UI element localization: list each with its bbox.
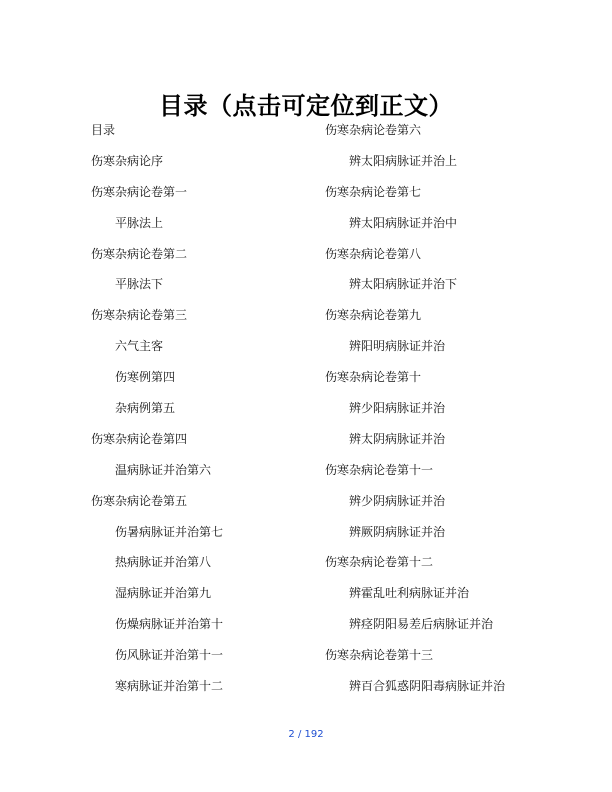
toc-link[interactable]: 目录 <box>91 123 116 137</box>
toc-link[interactable]: 辨阳明病脉证并治 <box>349 339 446 354</box>
toc-link[interactable]: 伤寒杂病论卷第九 <box>325 308 422 323</box>
toc-link[interactable]: 辨厥阴病脉证并治 <box>349 524 446 539</box>
toc-link[interactable]: 辨少阴病脉证并治 <box>349 493 446 508</box>
toc-link[interactable]: 伤寒杂病论卷第五 <box>91 493 188 508</box>
toc-link[interactable]: 伤寒杂病论卷第十三 <box>325 648 434 663</box>
page-indicator: 2 / 192 <box>288 729 324 740</box>
toc-link[interactable]: 杂病例第五 <box>115 401 176 416</box>
toc-link[interactable]: 寒病脉证并治第十二 <box>115 679 224 694</box>
toc-right-column <box>325 115 555 702</box>
toc-link[interactable]: 伤寒杂病论卷第七 <box>325 184 422 199</box>
toc-link[interactable]: 平脉法下 <box>115 277 164 292</box>
page-title: 目录（点击可定位到正文） <box>159 92 453 121</box>
toc-link[interactable]: 伤寒杂病论卷第八 <box>325 246 422 261</box>
toc-link[interactable]: 伤寒杂病论卷第四 <box>91 431 188 446</box>
toc-link[interactable]: 热病脉证并治第八 <box>115 555 212 570</box>
toc-link[interactable]: 辨太阳病脉证并治上 <box>349 153 458 168</box>
toc-link[interactable]: 伤寒杂病论卷第二 <box>91 246 188 261</box>
toc-link[interactable]: 六气主客 <box>115 339 164 354</box>
toc-link[interactable]: 伤寒杂病论卷第十 <box>325 370 422 385</box>
toc-link[interactable]: 平脉法上 <box>115 215 164 230</box>
toc-link[interactable]: 伤寒杂病论卷第六 <box>325 123 422 137</box>
toc-link[interactable]: 伤寒杂病论序 <box>91 153 164 168</box>
toc-link[interactable]: 温病脉证并治第六 <box>115 462 212 477</box>
toc-link[interactable]: 湿病脉证并治第九 <box>115 586 212 601</box>
toc-left-column <box>91 115 306 702</box>
toc-link[interactable]: 伤寒杂病论卷第一 <box>91 184 188 199</box>
toc-link[interactable]: 伤寒例第四 <box>115 370 176 385</box>
toc-link[interactable]: 伤风脉证并治第十一 <box>115 648 224 663</box>
toc-link[interactable]: 辨太阳病脉证并治中 <box>349 215 458 230</box>
toc-link[interactable]: 辨太阳病脉证并治下 <box>349 277 458 292</box>
toc-link[interactable]: 伤暑病脉证并治第七 <box>115 524 224 539</box>
toc-link[interactable]: 伤寒杂病论卷第十一 <box>325 462 434 477</box>
toc-link[interactable]: 伤寒杂病论卷第三 <box>91 308 188 323</box>
toc-link[interactable]: 辨太阴病脉证并治 <box>349 431 446 446</box>
toc-link[interactable]: 辨痉阴阳易差后病脉证并治 <box>349 617 494 632</box>
toc-link[interactable]: 伤寒杂病论卷第十二 <box>325 555 434 570</box>
toc-link[interactable]: 伤燥病脉证并治第十 <box>115 617 224 632</box>
toc-link[interactable]: 辨霍乱吐利病脉证并治 <box>349 586 470 601</box>
toc-link[interactable]: 辨百合狐惑阴阳毒病脉证并治 <box>349 679 506 694</box>
toc-link[interactable]: 辨少阳病脉证并治 <box>349 401 446 416</box>
